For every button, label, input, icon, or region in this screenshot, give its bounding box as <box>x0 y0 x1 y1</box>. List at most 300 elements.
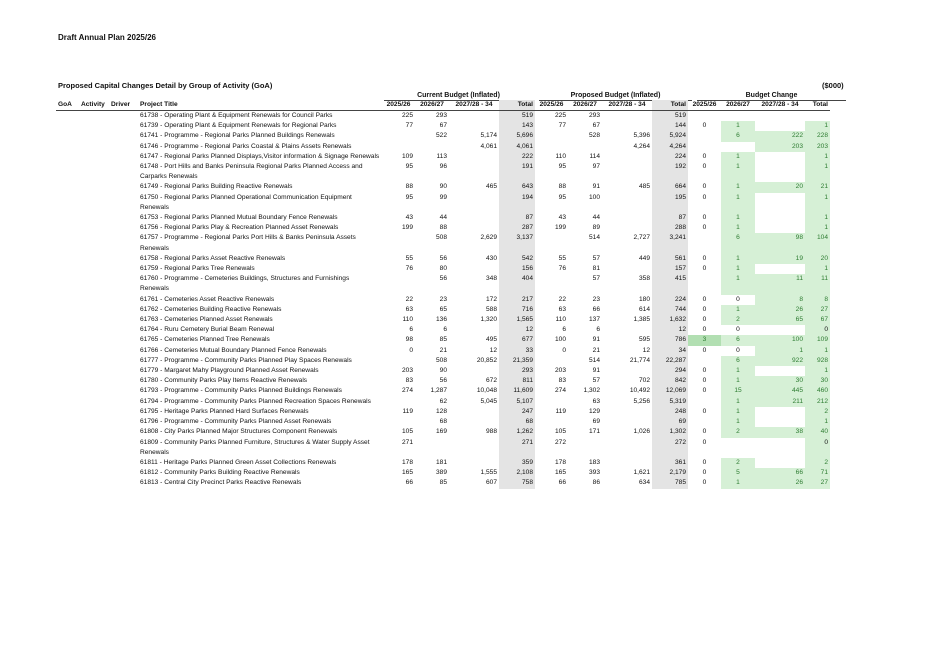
project-title-cell: 61757 - Programme - Regional Parks Port Hills & Banks Peninsula Assets Renewals <box>140 234 356 252</box>
proposed-value-cell: 361 <box>652 458 688 468</box>
capital-changes-table <box>56 100 830 489</box>
table-row <box>56 478 830 488</box>
current-value-cell: 20,852 <box>476 356 497 364</box>
proposed-value-cell: 1,026 <box>633 428 650 436</box>
current-value-cell <box>449 193 499 213</box>
table-body <box>56 111 830 489</box>
change-value-cell: 0 <box>702 265 707 273</box>
proposed-value-cell: 744 <box>652 305 688 315</box>
proposed-value-cell: 0 <box>562 346 566 354</box>
change-value-cell: 460 <box>805 386 830 396</box>
change-value-cell: 2 <box>805 458 830 468</box>
current-value-cell: 99 <box>439 193 447 201</box>
proposed-value-cell: 10,492 <box>629 387 650 395</box>
activity-cell <box>79 162 109 182</box>
proposed-value-cell <box>602 438 652 458</box>
activity-cell <box>79 182 109 192</box>
units-label: ($000) <box>822 81 844 90</box>
goa-cell <box>56 152 79 162</box>
current-value-cell: 348 <box>485 275 497 283</box>
change-value-cell: 0 <box>702 387 707 395</box>
current-value-cell: 217 <box>499 295 535 305</box>
goa-cell <box>56 366 79 376</box>
proposed-value-cell: 3,241 <box>652 233 688 253</box>
col-driver: Driver <box>109 100 138 111</box>
change-value-cell <box>755 223 805 233</box>
activity-cell <box>79 427 109 437</box>
activity-cell <box>79 223 109 233</box>
change-value-cell: 0 <box>702 346 707 354</box>
proposed-value-cell: 21 <box>592 346 600 354</box>
current-value-cell: 508 <box>435 356 447 364</box>
activity-cell <box>79 131 109 141</box>
change-value-cell: 71 <box>805 468 830 478</box>
current-value-cell: 55 <box>405 254 413 262</box>
project-title-cell: 61766 - Cemeteries Mutual Boundary Planned Fence Renewals <box>140 346 327 354</box>
project-title-cell: 61793 - Programme - Community Parks Planned Buildings Renewals <box>140 387 342 395</box>
proposed-value-cell: 415 <box>652 274 688 294</box>
current-value-cell: 716 <box>499 305 535 315</box>
change-value-cell <box>755 458 805 468</box>
driver-cell <box>109 417 138 427</box>
proposed-value-cell <box>568 438 602 458</box>
change-value-cell: 222 <box>755 131 805 141</box>
proposed-value-cell <box>535 233 568 253</box>
change-value-cell <box>755 264 805 274</box>
table-row <box>56 346 830 356</box>
goa-cell <box>56 427 79 437</box>
current-value-cell: 172 <box>485 295 497 303</box>
table-row <box>56 417 830 427</box>
current-value-cell: 5,696 <box>499 131 535 141</box>
change-value-cell: 228 <box>805 131 830 141</box>
goa-cell <box>56 397 79 407</box>
project-title-cell: 61761 - Cemeteries Asset Reactive Renewals <box>140 295 275 303</box>
change-value-cell: 8 <box>755 295 805 305</box>
goa-cell <box>56 376 79 386</box>
activity-cell <box>79 254 109 264</box>
current-value-cell <box>449 407 499 417</box>
current-value-cell: 274 <box>401 387 413 395</box>
proposed-value-cell <box>535 142 568 152</box>
goa-cell <box>56 274 79 294</box>
proposed-value-cell: 785 <box>652 478 688 488</box>
project-title-cell: 61780 - Community Parks Play Items Reactive Renewals <box>140 377 308 385</box>
proposed-value-cell: 69 <box>652 417 688 427</box>
goa-cell <box>56 213 79 223</box>
change-value-cell: 1 <box>805 213 830 223</box>
current-value-cell: 98 <box>405 336 413 344</box>
driver-cell <box>109 162 138 182</box>
activity-cell <box>79 438 109 458</box>
current-value-cell: 677 <box>499 335 535 345</box>
change-value-cell <box>755 152 805 162</box>
table-row <box>56 193 830 213</box>
current-value-cell: 23 <box>439 295 447 303</box>
current-value-cell: 3,137 <box>499 233 535 253</box>
goa-cell <box>56 264 79 274</box>
proposed-value-cell: 22 <box>558 295 566 303</box>
change-value-cell: 30 <box>755 376 805 386</box>
proposed-value-cell: 100 <box>554 336 566 344</box>
project-title-cell: 61779 - Margaret Mahy Playground Planned Asset Renewals <box>140 367 319 375</box>
current-value-cell: 522 <box>435 132 447 140</box>
col-project-title: Project Title <box>138 100 382 111</box>
goa-cell <box>56 162 79 182</box>
current-value-cell: 607 <box>485 479 497 487</box>
table-row <box>56 376 830 386</box>
change-value-cell: 1 <box>721 376 755 386</box>
proposed-value-cell <box>602 162 652 182</box>
change-value-cell <box>755 407 805 417</box>
change-value-cell: 21 <box>805 182 830 192</box>
project-title-cell: 61813 - Central City Precinct Parks Reactive Renewals <box>140 479 302 487</box>
proposed-value-cell: 34 <box>652 346 688 356</box>
current-value-cell: 85 <box>439 336 447 344</box>
current-value-cell: 4,061 <box>499 142 535 152</box>
change-value-cell: 19 <box>755 254 805 264</box>
current-value-cell <box>449 152 499 162</box>
table-row <box>56 366 830 376</box>
col-change-2025-26: 2025/26 <box>688 100 721 111</box>
change-value-cell <box>755 325 805 335</box>
proposed-value-cell <box>602 264 652 274</box>
current-value-cell: 56 <box>439 377 447 385</box>
change-value-cell: 6 <box>721 335 755 345</box>
current-value-cell: 90 <box>439 367 447 375</box>
current-value-cell <box>382 397 415 407</box>
change-value-cell: 104 <box>805 233 830 253</box>
proposed-value-cell: 91 <box>592 336 600 344</box>
proposed-value-cell: 595 <box>638 336 650 344</box>
current-value-cell <box>382 417 415 427</box>
proposed-value-cell: 63 <box>592 397 600 405</box>
project-title-cell: 61760 - Programme - Cemeteries Buildings, Structures and Furnishings Renewals <box>140 275 350 293</box>
change-value-cell: 203 <box>755 142 805 152</box>
activity-cell <box>79 213 109 223</box>
change-value-cell: 26 <box>755 478 805 488</box>
change-value-cell: 1 <box>721 397 755 407</box>
table-row <box>56 264 830 274</box>
change-value-cell <box>755 366 805 376</box>
goa-cell <box>56 193 79 213</box>
goa-cell <box>56 295 79 305</box>
change-value-cell: 65 <box>755 315 805 325</box>
current-value-cell: 222 <box>499 152 535 162</box>
proposed-value-cell: 100 <box>588 193 600 201</box>
change-value-cell: 0 <box>702 193 707 201</box>
proposed-value-cell: 294 <box>652 366 688 376</box>
proposed-value-cell <box>535 356 568 366</box>
current-value-cell <box>449 325 499 335</box>
table-row <box>56 233 830 253</box>
change-value-cell: 0 <box>702 295 707 303</box>
goa-cell <box>56 111 79 122</box>
goa-cell <box>56 417 79 427</box>
proposed-value-cell: 5,256 <box>633 397 650 405</box>
activity-cell <box>79 356 109 366</box>
current-value-cell: 95 <box>405 193 413 201</box>
change-value-cell <box>755 417 805 427</box>
current-value-cell <box>449 417 499 427</box>
project-title-cell: 61809 - Community Parks Planned Furniture, Structures & Water Supply Asset Renewals <box>140 438 370 456</box>
table-row <box>56 142 830 152</box>
change-value-cell: 15 <box>721 386 755 396</box>
current-value-cell <box>382 233 415 253</box>
proposed-value-cell <box>602 213 652 223</box>
document-title: Draft Annual Plan 2025/26 <box>58 33 156 42</box>
activity-cell <box>79 315 109 325</box>
proposed-value-cell: 528 <box>588 132 600 140</box>
change-value-cell: 1 <box>721 254 755 264</box>
activity-cell <box>79 407 109 417</box>
change-value-cell: 0 <box>702 479 707 487</box>
proposed-value-cell: 97 <box>592 163 600 171</box>
proposed-value-cell: 485 <box>638 183 650 191</box>
current-value-cell: 77 <box>405 122 413 130</box>
change-value-cell: 11 <box>805 274 830 294</box>
proposed-value-cell: 224 <box>652 152 688 162</box>
col-current-2027-34: 2027/28 - 34 <box>449 100 499 111</box>
project-title-cell: 61753 - Regional Parks Planned Mutual Boundary Fence Renewals <box>140 214 338 222</box>
change-value-cell: 0 <box>702 438 707 446</box>
current-value-cell: 85 <box>439 479 447 487</box>
proposed-value-cell: 225 <box>554 112 566 119</box>
change-value-cell <box>688 417 721 427</box>
proposed-value-cell: 514 <box>588 356 600 364</box>
activity-cell <box>79 233 109 253</box>
proposed-value-cell: 5,319 <box>652 397 688 407</box>
current-value-cell: 156 <box>499 264 535 274</box>
current-value-cell: 1,555 <box>480 469 497 477</box>
current-value-cell: 10,048 <box>476 387 497 395</box>
proposed-value-cell <box>602 193 652 213</box>
proposed-value-cell <box>535 131 568 141</box>
proposed-value-cell: 95 <box>558 163 566 171</box>
proposed-value-cell: 786 <box>652 335 688 345</box>
table-row <box>56 305 830 315</box>
driver-cell <box>109 458 138 468</box>
current-value-cell: 495 <box>485 336 497 344</box>
col-change-2026-27: 2026/27 <box>721 100 755 111</box>
goa-cell <box>56 468 79 478</box>
current-value-cell: 67 <box>439 122 447 130</box>
table-subtitle: Proposed Capital Changes Detail by Group of Activity (GoA) <box>58 81 273 90</box>
driver-cell <box>109 346 138 356</box>
change-value-cell: 0 <box>702 254 707 262</box>
current-value-cell: 95 <box>405 163 413 171</box>
table-row <box>56 315 830 325</box>
current-value-cell: 293 <box>499 366 535 376</box>
current-value-cell: 643 <box>499 182 535 192</box>
proposed-value-cell <box>535 274 568 294</box>
current-value-cell: 5,045 <box>480 397 497 405</box>
activity-cell <box>79 274 109 294</box>
driver-cell <box>109 335 138 345</box>
col-proposed-2026-27: 2026/27 <box>568 100 602 111</box>
proposed-value-cell <box>602 366 652 376</box>
proposed-value-cell: 110 <box>555 152 566 160</box>
proposed-value-cell: 12,069 <box>652 386 688 396</box>
change-value-cell: 0 <box>702 469 707 477</box>
change-value-cell: 1 <box>721 274 755 294</box>
proposed-value-cell: 110 <box>555 316 566 324</box>
project-title-cell: 61746 - Programme - Regional Parks Coastal & Plains Assets Renewals <box>140 142 352 150</box>
change-value-cell: 0 <box>702 163 707 171</box>
current-value-cell: 199 <box>401 224 413 232</box>
table-row <box>56 295 830 305</box>
change-value-cell <box>688 131 721 141</box>
proposed-value-cell: 634 <box>638 479 650 487</box>
change-value-cell <box>688 111 721 122</box>
current-value-cell: 4,061 <box>480 142 497 150</box>
current-value-cell: 0 <box>409 346 413 354</box>
current-value-cell: 33 <box>499 346 535 356</box>
current-value-cell <box>449 458 499 468</box>
proposed-value-cell: 393 <box>588 469 600 477</box>
current-value-cell: 519 <box>499 111 535 122</box>
current-value-cell: 62 <box>439 397 447 405</box>
change-value-cell: 2 <box>721 427 755 437</box>
project-title-cell: 61796 - Programme - Community Parks Planned Asset Renewals <box>140 418 332 426</box>
driver-cell <box>109 438 138 458</box>
proposed-value-cell: 22,287 <box>652 356 688 366</box>
change-value-cell: 0 <box>702 152 707 160</box>
driver-cell <box>109 131 138 141</box>
proposed-value-cell: 2,179 <box>652 468 688 478</box>
change-value-cell: 0 <box>702 224 707 232</box>
current-value-cell: 181 <box>435 458 447 466</box>
current-value-cell: 128 <box>435 407 447 415</box>
table-row <box>56 182 830 192</box>
current-value-cell <box>415 142 449 152</box>
current-value-cell: 5,174 <box>480 132 497 140</box>
current-value-cell: 119 <box>402 407 413 415</box>
proposed-value-cell: 561 <box>652 254 688 264</box>
proposed-value-cell: 1,385 <box>633 316 650 324</box>
change-value-cell <box>688 274 721 294</box>
change-value-cell: 1 <box>805 223 830 233</box>
driver-cell <box>109 386 138 396</box>
project-title-cell: 61794 - Programme - Community Parks Planned Recreation Spaces Renewals <box>140 397 371 405</box>
activity-cell <box>79 366 109 376</box>
current-value-cell: 88 <box>439 224 447 232</box>
current-value-cell <box>449 264 499 274</box>
driver-cell <box>109 366 138 376</box>
proposed-value-cell: 137 <box>588 316 600 324</box>
current-value-cell: 194 <box>499 193 535 213</box>
change-value-cell <box>755 193 805 213</box>
proposed-value-cell: 514 <box>588 234 600 242</box>
change-value-cell <box>721 142 755 152</box>
goa-cell <box>56 233 79 253</box>
change-value-cell: 1 <box>721 366 755 376</box>
change-value-cell <box>721 111 755 122</box>
change-value-cell <box>688 233 721 253</box>
proposed-value-cell: 88 <box>558 183 566 191</box>
current-value-cell: 136 <box>435 316 447 324</box>
goa-cell <box>56 438 79 458</box>
proposed-value-cell: 702 <box>638 377 650 385</box>
current-value-cell: 21,359 <box>499 356 535 366</box>
change-value-cell: 0 <box>736 295 740 303</box>
current-value-cell: 2,108 <box>499 468 535 478</box>
change-value-cell <box>688 397 721 407</box>
proposed-value-cell: 12 <box>652 325 688 335</box>
project-title-cell: 61756 - Regional Parks Play & Recreation Planned Asset Renewals <box>140 224 339 232</box>
proposed-value-cell: 21,774 <box>629 356 650 364</box>
change-value-cell: 1 <box>755 346 805 356</box>
goa-cell <box>56 315 79 325</box>
current-value-cell: 430 <box>485 254 497 262</box>
proposed-value-cell: 5,396 <box>633 132 650 140</box>
change-value-cell: 27 <box>805 478 830 488</box>
table-row <box>56 111 830 122</box>
project-title-cell: 61811 - Heritage Parks Planned Green Asset Collections Renewals <box>140 458 337 466</box>
goa-cell <box>56 131 79 141</box>
proposed-value-cell: 274 <box>554 387 566 395</box>
change-value-cell: 1 <box>721 193 755 213</box>
activity-cell <box>79 478 109 488</box>
change-value-cell: 1 <box>721 152 755 162</box>
proposed-value-cell: 1,621 <box>633 469 650 477</box>
activity-cell <box>79 325 109 335</box>
change-value-cell: 26 <box>755 305 805 315</box>
change-value-cell: 1 <box>721 223 755 233</box>
column-header-row <box>56 100 830 111</box>
col-current-2026-27: 2026/27 <box>415 100 449 111</box>
proposed-value-cell: 272 <box>554 438 566 446</box>
proposed-value-cell: 91 <box>592 183 600 191</box>
col-change-total: Total <box>805 100 830 111</box>
current-value-cell: 225 <box>401 112 413 119</box>
proposed-value-cell: 119 <box>555 407 566 415</box>
change-value-cell <box>755 121 805 131</box>
goa-cell <box>56 356 79 366</box>
change-value-cell: 445 <box>755 386 805 396</box>
table-row <box>56 213 830 223</box>
proposed-value-cell: 67 <box>592 122 600 130</box>
col-current-total: Total <box>499 100 535 111</box>
proposed-value-cell: 614 <box>638 305 650 313</box>
proposed-value-cell: 57 <box>592 377 600 385</box>
change-value-cell: 109 <box>805 335 830 345</box>
change-value-cell: 11 <box>755 274 805 294</box>
current-value-cell: 191 <box>499 162 535 182</box>
proposed-value-cell: 55 <box>558 254 566 262</box>
budget-change-group-header: Budget Change <box>697 91 846 101</box>
change-value-cell <box>755 438 805 458</box>
col-proposed-2025-26: 2025/26 <box>535 100 568 111</box>
project-title-cell: 61812 - Community Parks Building Reactive Renewals <box>140 469 300 477</box>
change-value-cell: 67 <box>805 315 830 325</box>
proposed-value-cell: 12 <box>642 346 650 354</box>
goa-cell <box>56 335 79 345</box>
proposed-value-cell: 91 <box>592 367 600 375</box>
change-value-cell <box>805 111 830 122</box>
driver-cell <box>109 121 138 131</box>
driver-cell <box>109 193 138 213</box>
current-value-cell: 110 <box>402 316 413 324</box>
change-value-cell: 1 <box>721 213 755 223</box>
current-value-cell: 143 <box>499 121 535 131</box>
change-value-cell <box>755 162 805 182</box>
current-value-cell: 12 <box>499 325 535 335</box>
current-value-cell <box>382 131 415 141</box>
proposed-value-cell: 358 <box>638 275 650 283</box>
current-value-cell: 1,565 <box>499 315 535 325</box>
change-value-cell: 1 <box>805 417 830 427</box>
